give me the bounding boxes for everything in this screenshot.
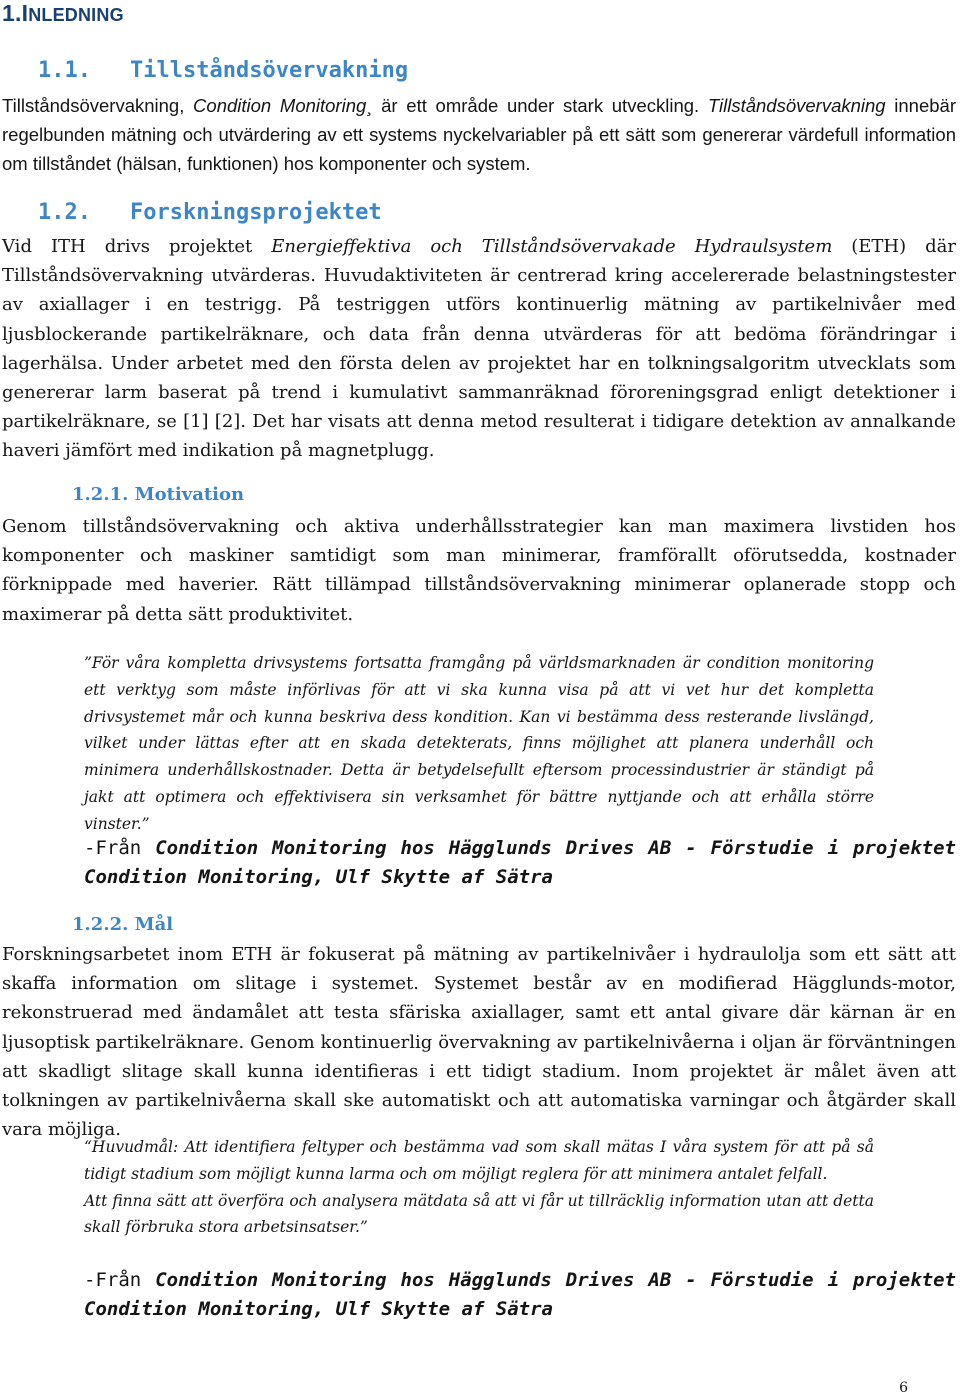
- page-number: 6: [899, 1380, 908, 1396]
- quote-line: “Huvudmål: Att identifiera feltyper och bestämma vad som skall mätas I våra system för att på så tidigt stadium som möjligt kunna larma och om möjligt reglera för att minimera antalet felfall.: [84, 1138, 874, 1183]
- paragraph-1-1: [2, 91, 956, 178]
- section-number: 1.2.2.: [72, 914, 129, 935]
- text-run: innebär regelbunden mätning och utvärdering av ett systems nyckelvariabler på ett sätt som genererar värdefull information om tillståndet (hälsan, funktionen) hos komponenter och system.: [2, 95, 957, 174]
- section-number: 1.2.: [38, 200, 91, 225]
- source-title: Condition Monitoring hos Hägglunds Drives AB - Förstudie i projektet Condition Monitoring, Ulf Skytte af Sätra: [84, 1269, 956, 1320]
- text-run: Vid ITH drivs projektet: [2, 236, 272, 257]
- section-title: Tillståndsövervakning: [130, 58, 409, 83]
- source-prefix: -Från: [84, 1269, 156, 1291]
- source-prefix: -Från: [84, 837, 156, 859]
- paragraph-1-2-1: Genom tillståndsövervakning och aktiva underhållsstrategier kan man maximera livstiden hos komponenter och maskiner samtidigt som man minimerar, framförallt oförutsedda, kostnader förknippade med haverier. Rätt tillämpad tillståndsövervakning minimerar oplanerade stopp och maximerar på detta sätt produktivitet.: [2, 516, 956, 625]
- section-number: 1.1.: [38, 58, 91, 83]
- section-heading-1-2-2: [72, 914, 173, 935]
- section-heading-1-2-1: [72, 484, 244, 505]
- section-title: Forskningsprojektet: [130, 200, 382, 225]
- section-number: 1.2.1.: [72, 484, 129, 505]
- chapter-heading: [2, 0, 124, 27]
- section-heading-1-1: [38, 58, 408, 83]
- chapter-title-rest: NLEDNING: [28, 5, 124, 25]
- section-heading-1-2: [38, 200, 382, 225]
- chapter-title-initial: I: [21, 0, 29, 26]
- chapter-number: 1.: [2, 0, 22, 26]
- section-title: Motivation: [134, 484, 245, 505]
- text-run-italic: Energieffektiva och Tillståndsövervakade Hydraulsystem: [271, 236, 833, 257]
- paragraph-1-2: [2, 232, 956, 466]
- text-run-italic: Condition Monitoring¸: [193, 95, 373, 116]
- text-run: Tillståndsövervakning,: [2, 95, 194, 116]
- quote-source-goal: [84, 1266, 956, 1324]
- source-title: Condition Monitoring hos Hägglunds Drives AB - Förstudie i projektet Condition Monitoring, Ulf Skytte af Sätra: [84, 837, 956, 888]
- text-run: (ETH) där Tillståndsövervakning utvärderas. Huvudaktiviteten är centrerad kring accelererade belastningstester av axiallager i en testrigg. På testriggen utförs kontinuerlig mätning av partikelnivåer med ljusblockerande partikelräknare, och data från denna utvärderas för att bedöma förändringar i lagerhälsa. Under arbetet med den första delen av projektet har en tolkningsalgoritm utvecklats som genererar larm baserat på trend i kumulativt sammanräknad föroreningsgrad enligt detektioner i partikelräknare, se [1] [2]. Det har visats att denna metod resulterat i tidigare detektion av annalkande haveri jämfört med indikation på magnetplugg.: [2, 236, 956, 462]
- text-run: är ett område under stark utveckling.: [372, 95, 708, 116]
- blockquote-goal: [84, 1134, 874, 1241]
- paragraph-1-2-2: Forskningsarbetet inom ETH är fokuserat på mätning av partikelnivåer i hydraulolja som ett sätt att skaffa information om slitage i systemet. Systemet består av en modifierad Hägglunds-motor, rekonstruerad med ändamålet att testa sfäriska axiallager, samt ett antal givare där kärnan är en ljusoptisk partikelräknare. Genom kontinuerlig övervakning av partikelnivåerna i oljan är förväntningen att skadligt slitage skall kunna identifieras i ett tidigt stadium. Inom projektet är målet även att tolkningen av partikelnivåerna skall ske automatiskt och att automatiska varningar och åtgärder skall vara möjliga.: [2, 944, 956, 1141]
- quote-source-motivation: [84, 834, 956, 892]
- blockquote-motivation: ”För våra kompletta drivsystems fortsatta framgång på världsmarknaden är condition monitoring ett verktyg som måste införlivas för att vi ska kunna visa på att vi vet hur det kompletta drivsystemet mår och kunna beskriva dess kondition. Kan vi bestämma dess resterande livslängd, vilket under lättas efter att en skada detekterats, finns möjlighet att planera underhåll och minimera underhållskostnader. Detta är betydelsefullt eftersom processindustrier är ständigt på jakt att optimera och effektivisera sin verksamhet för bättre nyttjande och att erhålla större vinster.”: [84, 654, 874, 833]
- text-run-italic: Tillståndsövervakning: [707, 95, 886, 116]
- quote-line: Att finna sätt att överföra och analysera mätdata så att vi får ut tillräcklig information utan att detta skall förbruka stora arbetsinsatser.”: [84, 1191, 874, 1237]
- section-title: Mål: [134, 914, 174, 935]
